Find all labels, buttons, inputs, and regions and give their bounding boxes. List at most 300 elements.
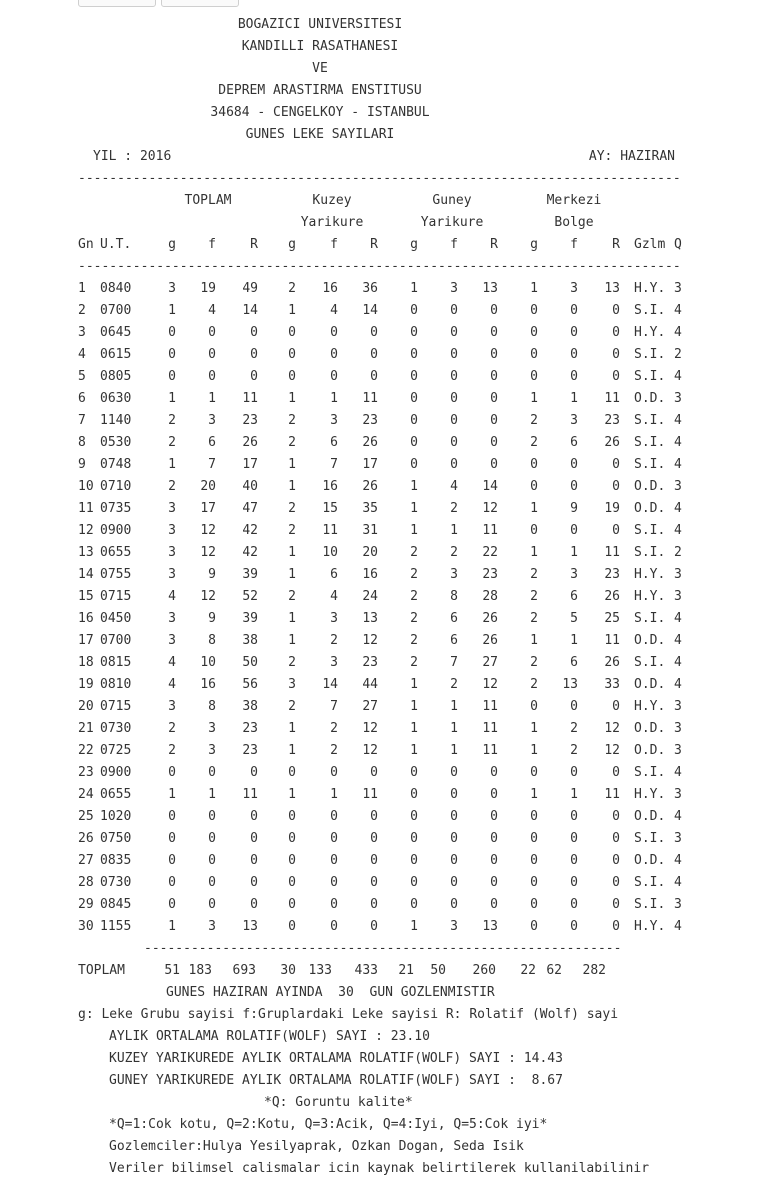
cell-center-r: 0 [612,897,620,912]
cell-center-g: 0 [530,831,538,846]
cell-quality: 3 [674,699,682,714]
cell-south-r: 13 [482,281,498,296]
cell-quality: 4 [674,919,682,934]
table-row [78,806,688,828]
cell-south-f: 0 [450,435,458,450]
total-value: 22 [520,963,536,978]
cell-center-r: 0 [612,457,620,472]
cell-center-r: 23 [604,413,620,428]
cell-ut: 0700 [100,303,132,318]
cell-north-f: 10 [322,545,338,560]
cell-ut: 0655 [100,787,132,802]
cell-quality: 3 [674,721,682,736]
total-value: 21 [398,963,414,978]
cell-center-g: 0 [530,303,538,318]
cell-total-r: 11 [242,787,258,802]
cell-south-f: 4 [450,479,458,494]
cell-north-f: 0 [330,875,338,890]
cell-total-f: 0 [208,809,216,824]
cell-south-f: 7 [450,655,458,670]
cell-center-f: 0 [570,831,578,846]
observed-days-note: GUNES HAZIRAN AYINDA 30 GUN GOZLENMISTIR [166,985,495,1000]
cell-north-r: 0 [370,809,378,824]
total-value: 51 [164,963,180,978]
cell-observer: O.D. [634,853,666,868]
cell-south-g: 0 [410,875,418,890]
cell-quality: 4 [674,633,682,648]
table-row [78,322,688,344]
column-header-quality: Q [674,237,682,252]
cell-total-r: 49 [242,281,258,296]
cell-north-r: 0 [370,369,378,384]
cell-north-r: 12 [362,721,378,736]
cell-center-f: 6 [570,589,578,604]
cell-observer: O.D. [634,391,666,406]
year-label: YIL : 2016 [93,149,172,164]
cell-south-r: 0 [490,369,498,384]
cell-center-g: 2 [530,677,538,692]
cell-south-f: 6 [450,611,458,626]
column-header-total-f: f [208,237,216,252]
cell-total-r: 50 [242,655,258,670]
cell-total-g: 1 [168,391,176,406]
cell-total-g: 0 [168,809,176,824]
cell-total-g: 4 [168,677,176,692]
column-header-center-f: f [570,237,578,252]
cell-south-r: 0 [490,853,498,868]
cell-north-g: 1 [288,567,296,582]
cell-center-g: 1 [530,787,538,802]
cell-center-r: 0 [612,303,620,318]
cell-center-r: 11 [604,633,620,648]
cell-north-f: 16 [322,479,338,494]
cell-total-g: 1 [168,787,176,802]
cell-observer: H.Y. [634,281,666,296]
cell-center-g: 2 [530,589,538,604]
institution-line: DEPREM ARASTIRMA ENSTITUSU [218,83,422,98]
cell-north-g: 0 [288,897,296,912]
cell-south-g: 1 [410,501,418,516]
cell-total-r: 38 [242,633,258,648]
cell-total-r: 13 [242,919,258,934]
cell-total-r: 23 [242,743,258,758]
cell-north-r: 27 [362,699,378,714]
cell-north-r: 44 [362,677,378,692]
cell-south-r: 12 [482,501,498,516]
cell-north-r: 36 [362,281,378,296]
cell-south-g: 0 [410,831,418,846]
cell-south-r: 11 [482,743,498,758]
cell-quality: 4 [674,523,682,538]
cell-south-f: 2 [450,501,458,516]
cell-south-f: 0 [450,787,458,802]
cell-north-f: 2 [330,743,338,758]
cell-south-r: 23 [482,567,498,582]
cell-center-r: 25 [604,611,620,626]
cell-center-f: 0 [570,919,578,934]
cell-center-f: 0 [570,765,578,780]
cell-total-r: 14 [242,303,258,318]
cell-total-f: 0 [208,347,216,362]
cell-ut: 0715 [100,589,132,604]
cell-south-r: 0 [490,875,498,890]
cell-ut: 0655 [100,545,132,560]
cell-center-g: 0 [530,523,538,538]
cell-total-g: 4 [168,655,176,670]
table-row [78,388,688,410]
cell-south-r: 0 [490,435,498,450]
cell-north-f: 7 [330,699,338,714]
cell-south-r: 0 [490,457,498,472]
table-row [78,432,688,454]
cell-center-r: 0 [612,809,620,824]
table-row [78,410,688,432]
cell-south-g: 1 [410,677,418,692]
cell-day: 28 [78,875,94,890]
cell-south-r: 22 [482,545,498,560]
cell-center-g: 0 [530,853,538,868]
cell-ut: 0730 [100,875,132,890]
cell-total-f: 1 [208,391,216,406]
cell-center-f: 1 [570,633,578,648]
cell-south-g: 2 [410,655,418,670]
cell-total-r: 0 [250,875,258,890]
total-value: 282 [582,963,606,978]
cell-north-f: 0 [330,831,338,846]
cell-south-g: 0 [410,853,418,868]
cell-north-f: 0 [330,897,338,912]
rule-top: ----------------------------------------------------------------------------- [78,171,681,186]
cell-total-r: 0 [250,897,258,912]
cell-quality: 4 [674,457,682,472]
cell-quality: 4 [674,853,682,868]
cell-center-f: 3 [570,413,578,428]
cell-quality: 2 [674,545,682,560]
cell-total-r: 0 [250,765,258,780]
cell-south-g: 0 [410,303,418,318]
cell-north-g: 1 [288,479,296,494]
cell-total-f: 0 [208,897,216,912]
usage-note: Veriler bilimsel calismalar icin kaynak belirtilerek kullanilabilinir [109,1161,650,1176]
cell-north-f: 1 [330,391,338,406]
cell-north-f: 0 [330,853,338,868]
cell-total-g: 3 [168,501,176,516]
cell-ut: 0730 [100,721,132,736]
cell-center-r: 0 [612,369,620,384]
cell-total-f: 3 [208,919,216,934]
cell-day: 13 [78,545,94,560]
cell-day: 29 [78,897,94,912]
cell-total-r: 0 [250,809,258,824]
cell-center-r: 11 [604,787,620,802]
cell-north-g: 0 [288,765,296,780]
cell-total-f: 10 [200,655,216,670]
cell-quality: 4 [674,413,682,428]
cell-north-g: 2 [288,281,296,296]
cell-quality: 3 [674,567,682,582]
cell-day: 19 [78,677,94,692]
cell-total-r: 17 [242,457,258,472]
column-header-day: Gn [78,237,94,252]
cell-north-g: 1 [288,611,296,626]
cell-north-f: 6 [330,567,338,582]
cell-total-f: 0 [208,831,216,846]
cell-north-g: 2 [288,655,296,670]
cell-north-r: 26 [362,435,378,450]
cell-ut: 0750 [100,831,132,846]
cell-center-r: 0 [612,479,620,494]
cell-day: 16 [78,611,94,626]
cell-south-f: 0 [450,347,458,362]
cell-ut: 1140 [100,413,132,428]
cell-south-g: 1 [410,919,418,934]
top-button-1[interactable] [78,0,156,7]
cell-north-g: 1 [288,545,296,560]
cell-north-g: 2 [288,413,296,428]
cell-quality: 3 [674,897,682,912]
cell-observer: S.I. [634,655,666,670]
cell-north-f: 2 [330,633,338,648]
cell-quality: 4 [674,501,682,516]
cell-center-f: 1 [570,391,578,406]
group-header-toplam: TOPLAM [184,193,232,208]
cell-north-r: 31 [362,523,378,538]
cell-south-r: 0 [490,303,498,318]
cell-south-r: 11 [482,523,498,538]
quality-scale: *Q=1:Cok kotu, Q=2:Kotu, Q=3:Acik, Q=4:Iyi, Q=5:Cok iyi* [109,1117,548,1132]
cell-day: 2 [78,303,86,318]
cell-center-r: 23 [604,567,620,582]
cell-north-r: 0 [370,919,378,934]
cell-total-g: 3 [168,281,176,296]
cell-total-f: 12 [200,589,216,604]
cell-south-f: 3 [450,281,458,296]
table-row [78,476,688,498]
cell-north-g: 0 [288,831,296,846]
total-value: 133 [308,963,332,978]
cell-total-r: 52 [242,589,258,604]
cell-north-r: 12 [362,743,378,758]
cell-day: 3 [78,325,86,340]
cell-center-f: 0 [570,897,578,912]
cell-north-r: 0 [370,765,378,780]
cell-ut: 1155 [100,919,132,934]
cell-day: 12 [78,523,94,538]
table-row [78,872,688,894]
cell-day: 9 [78,457,86,472]
cell-center-g: 0 [530,347,538,362]
cell-south-r: 0 [490,831,498,846]
cell-total-r: 47 [242,501,258,516]
cell-center-r: 0 [612,347,620,362]
cell-quality: 4 [674,435,682,450]
cell-south-r: 26 [482,633,498,648]
cell-south-r: 0 [490,809,498,824]
cell-ut: 0810 [100,677,132,692]
cell-total-r: 39 [242,611,258,626]
cell-day: 1 [78,281,86,296]
cell-quality: 4 [674,325,682,340]
cell-south-f: 0 [450,897,458,912]
cell-quality: 3 [674,589,682,604]
cell-quality: 3 [674,831,682,846]
cell-south-g: 0 [410,457,418,472]
cell-south-f: 0 [450,369,458,384]
cell-total-f: 0 [208,369,216,384]
cell-center-r: 0 [612,699,620,714]
cell-north-r: 0 [370,325,378,340]
cell-center-g: 1 [530,281,538,296]
cell-total-f: 8 [208,699,216,714]
cell-total-g: 0 [168,325,176,340]
cell-day: 17 [78,633,94,648]
cell-ut: 0835 [100,853,132,868]
cell-south-r: 0 [490,897,498,912]
institution-line: KANDILLI RASATHANESI [241,39,399,54]
cell-south-g: 0 [410,809,418,824]
cell-day: 20 [78,699,94,714]
cell-day: 30 [78,919,94,934]
cell-north-r: 14 [362,303,378,318]
cell-south-r: 0 [490,325,498,340]
table-row [78,608,688,630]
cell-center-g: 1 [530,721,538,736]
cell-north-f: 3 [330,655,338,670]
cell-total-f: 12 [200,545,216,560]
cell-north-g: 2 [288,435,296,450]
cell-total-f: 3 [208,413,216,428]
table-row [78,564,688,586]
cell-quality: 4 [674,655,682,670]
cell-north-f: 2 [330,721,338,736]
cell-total-r: 0 [250,347,258,362]
cell-south-g: 2 [410,545,418,560]
cell-north-r: 0 [370,853,378,868]
table-row [78,674,688,696]
cell-center-f: 0 [570,699,578,714]
cell-total-f: 3 [208,721,216,736]
cell-center-r: 12 [604,743,620,758]
cell-north-f: 3 [330,413,338,428]
cell-south-g: 2 [410,567,418,582]
cell-north-f: 4 [330,589,338,604]
cell-ut: 0450 [100,611,132,626]
cell-observer: O.D. [634,743,666,758]
cell-total-g: 3 [168,545,176,560]
report-title: GUNES LEKE SAYILARI [245,127,395,142]
cell-center-f: 2 [570,721,578,736]
cell-south-r: 0 [490,347,498,362]
quality-title: *Q: Goruntu kalite* [264,1095,413,1110]
cell-south-f: 0 [450,765,458,780]
cell-south-g: 1 [410,721,418,736]
cell-observer: S.I. [634,897,666,912]
cell-center-r: 0 [612,831,620,846]
cell-total-g: 3 [168,699,176,714]
north-average: KUZEY YARIKUREDE AYLIK ORTALAMA ROLATIF(WOLF) SAYI : 14.43 [109,1051,563,1066]
cell-quality: 4 [674,611,682,626]
cell-day: 26 [78,831,94,846]
cell-south-g: 2 [410,611,418,626]
cell-center-g: 1 [530,743,538,758]
cell-total-r: 42 [242,545,258,560]
cell-total-r: 38 [242,699,258,714]
cell-center-r: 33 [604,677,620,692]
cell-total-r: 0 [250,325,258,340]
cell-south-r: 0 [490,413,498,428]
cell-south-g: 0 [410,897,418,912]
cell-day: 22 [78,743,94,758]
column-header-center-r: R [612,237,620,252]
cell-center-f: 6 [570,435,578,450]
cell-observer: S.I. [634,369,666,384]
cell-observer: S.I. [634,875,666,890]
cell-center-g: 1 [530,391,538,406]
cell-total-g: 0 [168,853,176,868]
cell-total-g: 0 [168,347,176,362]
cell-ut: 0630 [100,391,132,406]
group-header-guney-sub: Yarikure [420,215,484,230]
cell-north-g: 0 [288,919,296,934]
cell-north-g: 0 [288,853,296,868]
cell-observer: S.I. [634,435,666,450]
total-value: 50 [430,963,446,978]
cell-observer: O.D. [634,721,666,736]
cell-north-g: 1 [288,391,296,406]
cell-observer: H.Y. [634,919,666,934]
table-row [78,366,688,388]
cell-south-g: 1 [410,281,418,296]
table-row [78,344,688,366]
cell-total-g: 2 [168,743,176,758]
month-label: AY: HAZIRAN [588,149,675,164]
cell-center-f: 0 [570,325,578,340]
cell-south-g: 0 [410,765,418,780]
cell-total-r: 23 [242,721,258,736]
cell-ut: 0845 [100,897,132,912]
cell-ut: 1020 [100,809,132,824]
cell-ut: 0735 [100,501,132,516]
column-header-observer: Gzlm [634,237,666,252]
cell-total-g: 2 [168,721,176,736]
cell-north-g: 0 [288,347,296,362]
cell-south-r: 13 [482,919,498,934]
cell-total-f: 16 [200,677,216,692]
rule-total: ------------------------------------------------------------- [144,941,622,956]
cell-center-f: 0 [570,809,578,824]
cell-south-f: 6 [450,633,458,648]
cell-center-r: 0 [612,765,620,780]
cell-observer: H.Y. [634,699,666,714]
cell-day: 21 [78,721,94,736]
cell-north-r: 13 [362,611,378,626]
cell-center-g: 0 [530,809,538,824]
cell-north-r: 12 [362,633,378,648]
cell-south-f: 1 [450,523,458,538]
top-button-2[interactable] [161,0,239,7]
table-row [78,652,688,674]
cell-south-f: 1 [450,721,458,736]
cell-north-r: 11 [362,787,378,802]
cell-north-f: 14 [322,677,338,692]
group-header-guney: Guney [432,193,472,208]
total-value: 260 [472,963,496,978]
cell-total-f: 8 [208,633,216,648]
total-value: 62 [546,963,562,978]
cell-ut: 0755 [100,567,132,582]
cell-south-f: 0 [450,831,458,846]
cell-south-r: 27 [482,655,498,670]
